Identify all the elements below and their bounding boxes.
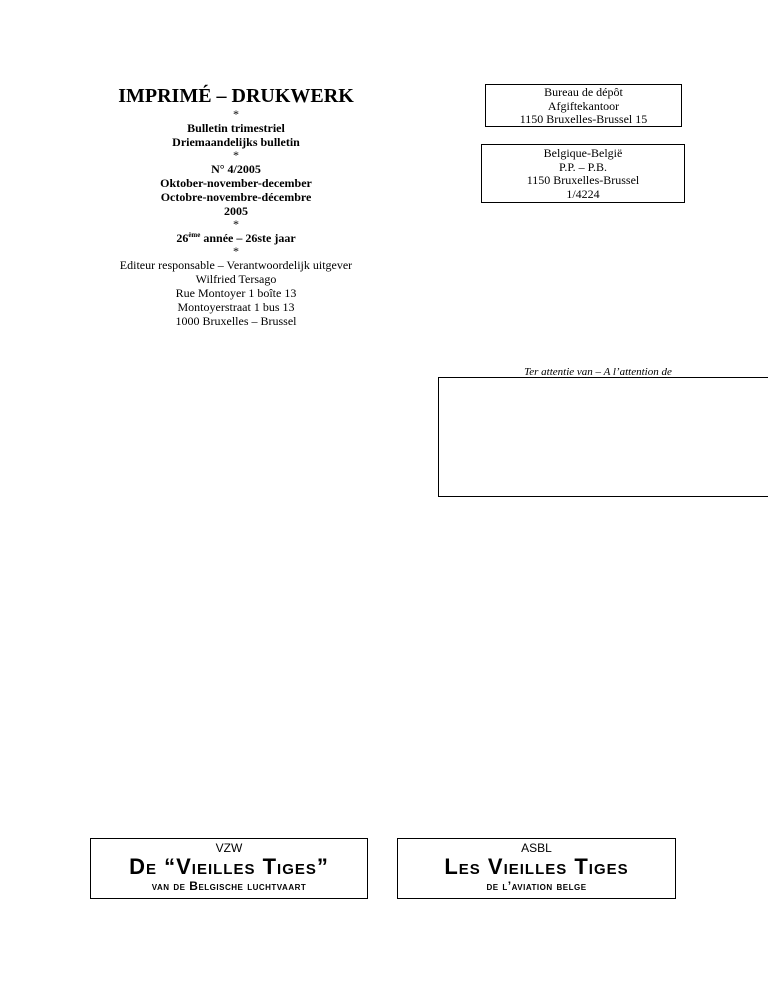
separator-star: * <box>233 107 239 121</box>
editor-line: Editeur responsable – Verantwoordelijk uitgever <box>119 258 353 272</box>
months-nl: Oktober-november-december <box>160 176 312 190</box>
sender-block <box>90 84 382 328</box>
bulletin-fr: Bulletin trimestriel <box>187 121 285 135</box>
vzw-subtitle: van de Belgische luchtvaart <box>151 879 307 893</box>
vzw-label: VZW <box>215 841 243 855</box>
address-box <box>438 377 768 497</box>
annee-line <box>90 231 382 245</box>
issue-number: N° 4/2005 <box>211 162 261 176</box>
asbl-box <box>397 838 676 899</box>
postage-line-2: P.P. – P.B. <box>558 159 608 174</box>
vzw-box <box>90 838 368 899</box>
postage-line-3: 1150 Bruxelles-Brussel <box>526 173 640 187</box>
separator-star: * <box>233 244 239 258</box>
separator-star: * <box>233 217 239 231</box>
address-nl: Montoyerstraat 1 bus 13 <box>177 300 295 314</box>
issue-year: 2005 <box>224 204 248 218</box>
separator-star: * <box>233 148 239 162</box>
annee-sup: ème <box>188 231 201 239</box>
annee-number: 26 <box>176 231 189 245</box>
asbl-subtitle: de l’aviation belge <box>486 879 587 893</box>
bureau-line-3: 1150 Bruxelles-Brussel 15 <box>519 112 648 126</box>
address-city: 1000 Bruxelles – Brussel <box>175 314 297 328</box>
attention-label: Ter attentie van – A l’attention de <box>524 366 672 378</box>
months-fr: Octobre-novembre-décembre <box>160 190 312 204</box>
bureau-line-2: Afgiftekantoor <box>547 98 620 113</box>
postage-line-4: 1/4224 <box>566 186 600 201</box>
vzw-name: De “Vieilles Tiges” <box>129 854 329 879</box>
bureau-depot-box <box>485 84 682 127</box>
annee-rest: année – 26ste jaar <box>200 231 296 245</box>
address-fr: Rue Montoyer 1 boîte 13 <box>175 286 297 300</box>
bulletin-nl: Driemaandelijks bulletin <box>172 135 300 149</box>
bureau-line-1: Bureau de dépôt <box>544 85 623 99</box>
postage-line-1: Belgique-België <box>543 146 623 160</box>
page-title: IMPRIMÉ – DRUKWERK <box>118 85 354 107</box>
editor-name: Wilfried Tersago <box>195 272 277 286</box>
asbl-label: ASBL <box>521 841 552 855</box>
asbl-name: Les Vieilles Tiges <box>444 854 629 879</box>
postage-box <box>481 144 685 203</box>
